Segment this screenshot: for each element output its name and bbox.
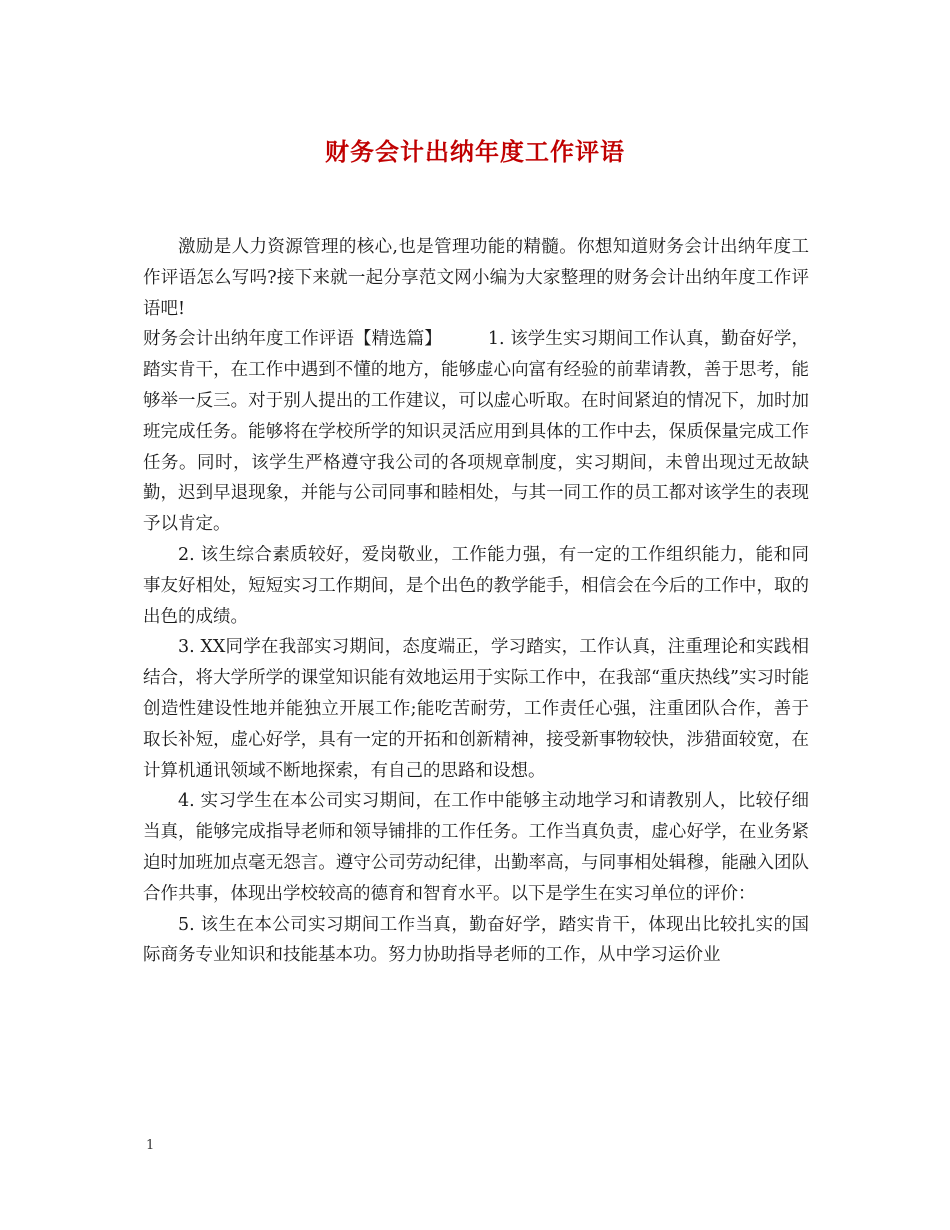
item-2-paragraph: 2. 该生综合素质较好，爱岗敬业，工作能力强，有一定的工作组织能力，能和同事友好相处，短短实习工作期间，是个出色的教学能手，相信会在今后的工作中，取的出色的成绩。 (143, 544, 809, 627)
section-heading: 财务会计出纳年度工作评语【精选篇】 (143, 329, 442, 350)
item-3-paragraph: 3. XX同学在我部实习期间，态度端正，学习踏实，工作认真，注重理论和实践相结合，将大学所学的课堂知识能有效地运用于实际工作中，在我部“重庆热线”实习时能创造性建设性地并能独立开展工作;能吃苦耐劳，工作责任心强，注重团队合作，善于取长补短，虚心好学，具有一定的开拓和创新精神，接受新事物较快，涉猎面较宽，在计算机通讯领域不断地探索，有自己的思路和设想。 (143, 637, 809, 781)
document-body (143, 232, 809, 971)
page-number: 1 (146, 1138, 155, 1153)
item-5-paragraph: 5. 该生在本公司实习期间工作当真，勤奋好学，踏实肯干，体现出比较扎实的国际商务专业知识和技能基本功。努力协助指导老师的工作，从中学习运价业 (143, 914, 809, 966)
item-1-text: 1. 该学生实习期间工作认真，勤奋好学，踏实肯干，在工作中遇到不懂的地方，能够虚心向富有经验的前辈请教，善于思考，能够举一反三。对于别人提出的工作建议，可以虚心听取。在时间紧迫的情况下，加时加班完成任务。能够将在学校所学的知识灵活应用到具体的工作中去，保质保量完成工作任务。同时，该学生严格遵守我公司的各项规章制度，实习期间，未曾出现过无故缺勤，迟到早退现象，并能与公司同事和睦相处，与其一同工作的员工都对该学生的表现予以肯定。 (143, 329, 810, 535)
section-paragraph-1 (143, 324, 809, 540)
intro-paragraph: 激励是人力资源管理的核心,也是管理功能的精髓。你想知道财务会计出纳年度工作评语怎么写吗?接下来就一起分享范文网小编为大家整理的财务会计出纳年度工作评语吧! (143, 237, 809, 319)
item-4-paragraph: 4. 实习学生在本公司实习期间，在工作中能够主动地学习和请教别人，比较仔细当真，能够完成指导老师和领导铺排的工作任务。工作当真负责，虚心好学，在业务紧迫时加班加点毫无怨言。遵守公司劳动纪律，出勤率高，与同事相处辑穆，能融入团队合作共事，体现出学校较高的德育和智育水平。以下是学生在实习单位的评价： (143, 791, 809, 904)
document-title: 财务会计出纳年度工作评语 (325, 137, 625, 166)
